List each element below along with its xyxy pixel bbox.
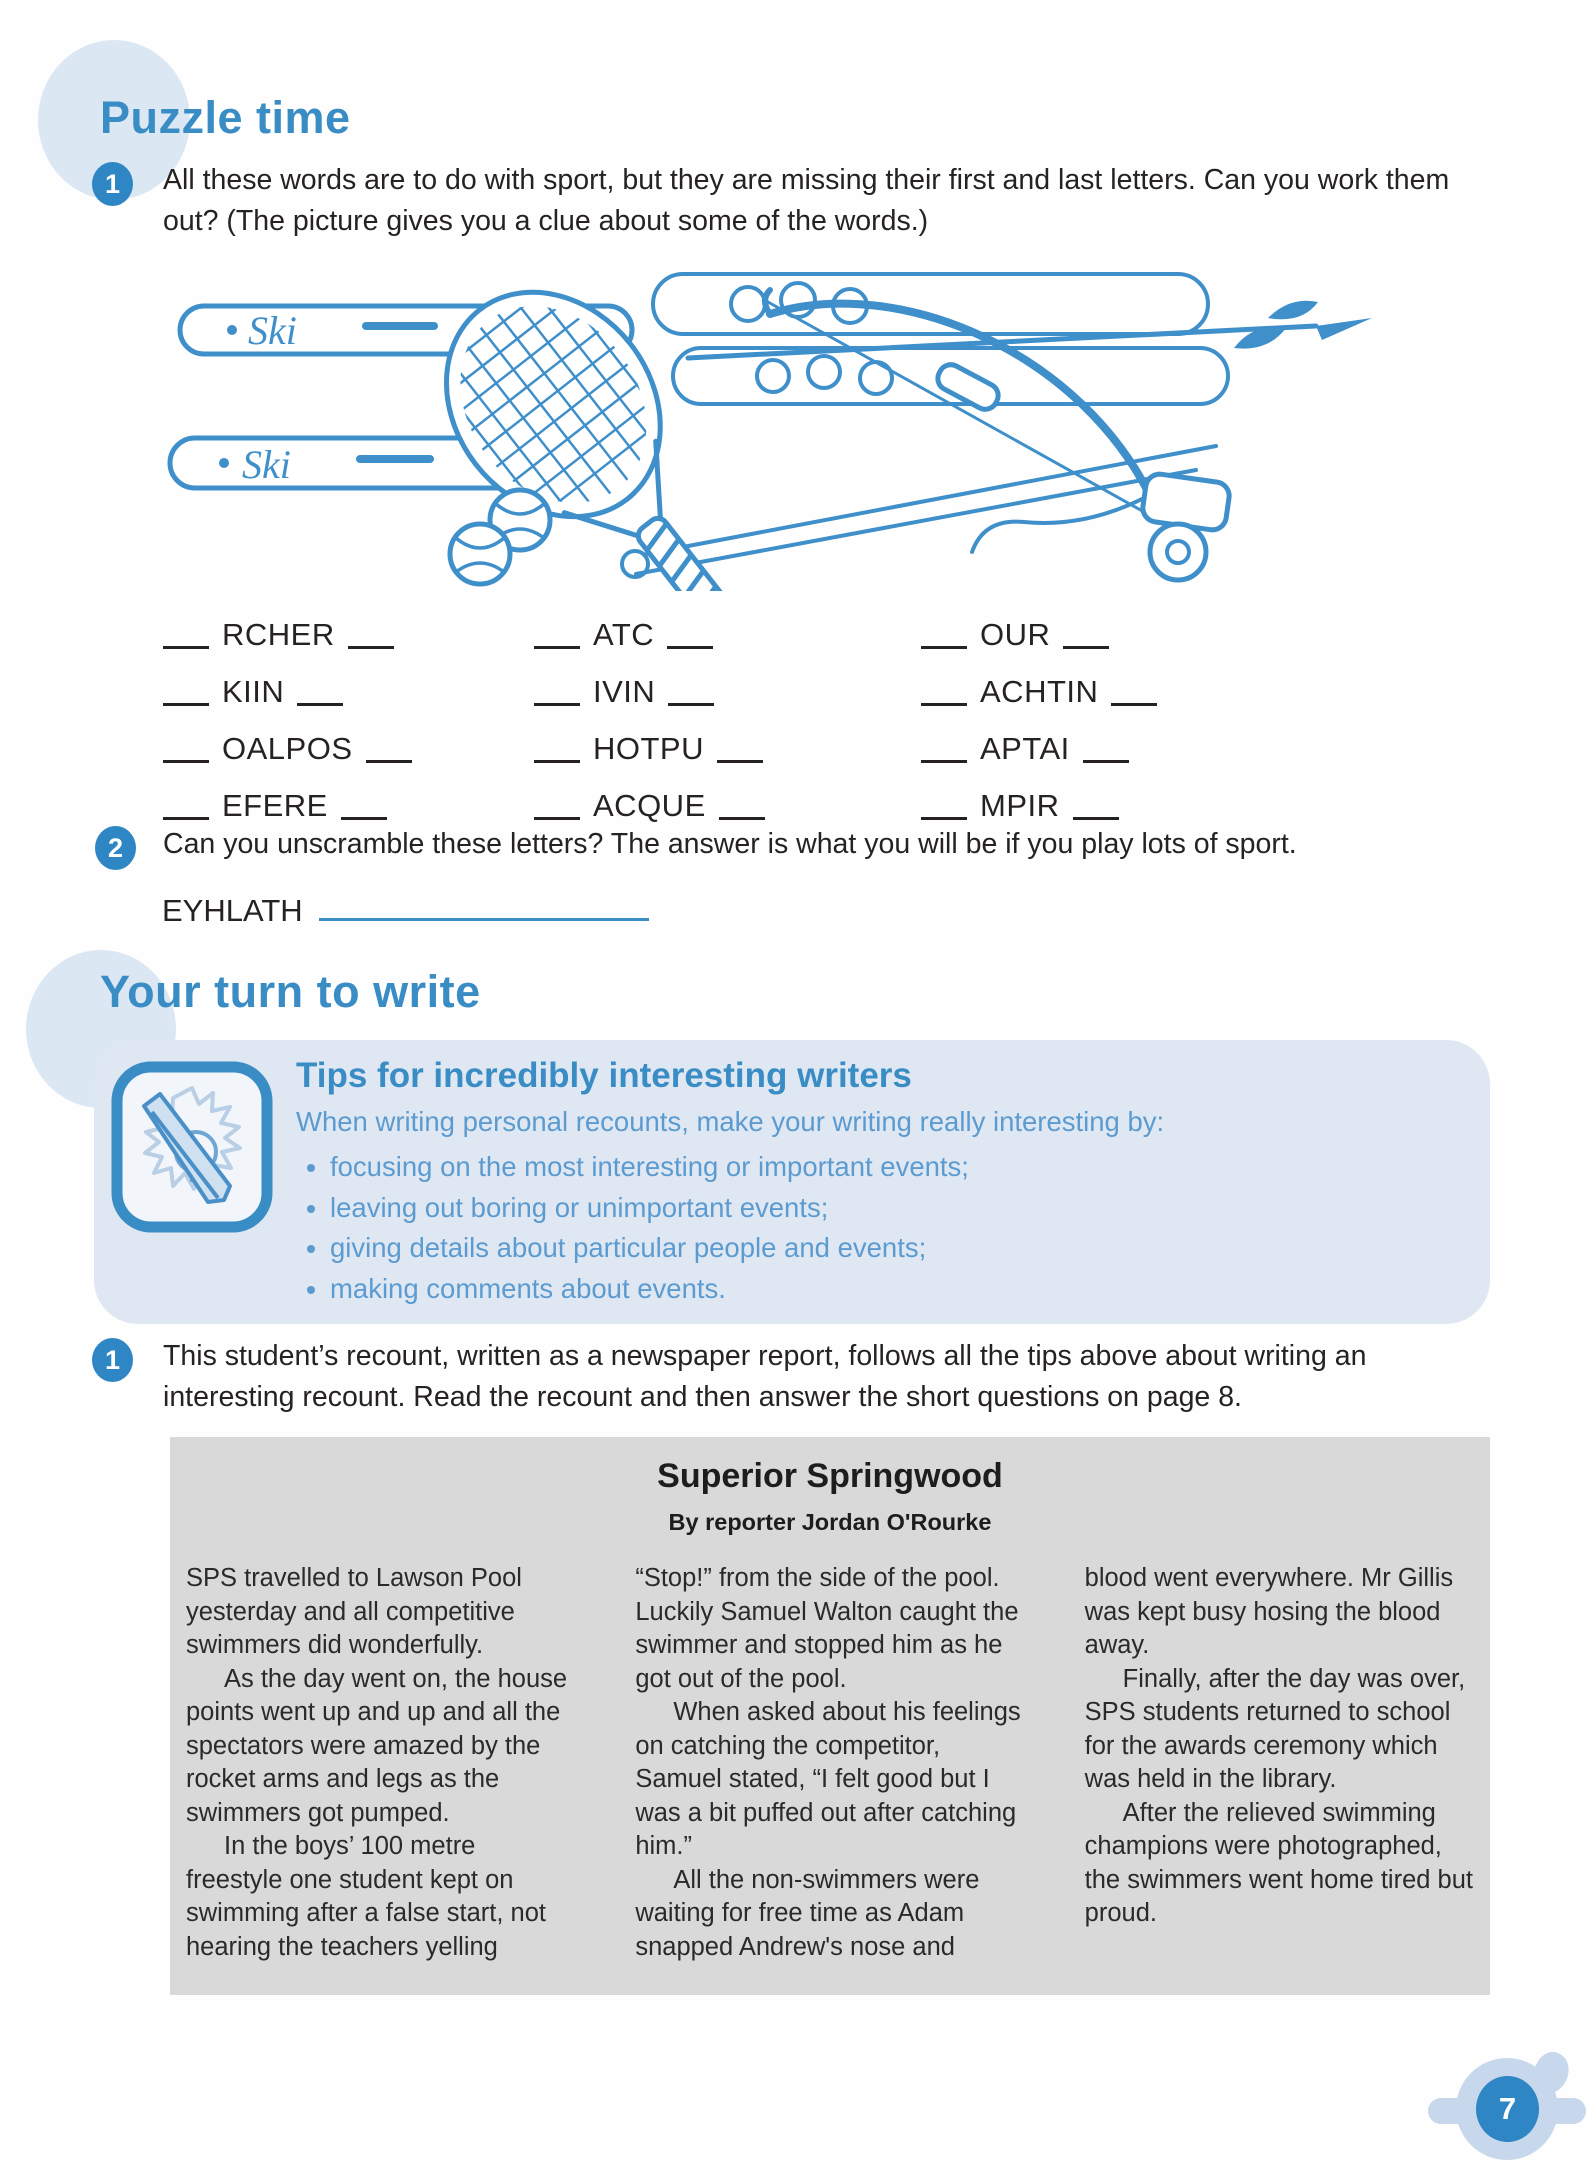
answer-blank: [163, 697, 209, 706]
tips-bullet: • focusing on the most interesting or important events;: [330, 1147, 1456, 1188]
write-question-1-text: This student’s recount, written as a newspaper report, follows all the tips above about writing an interesting recount. Read the recount and then answer the short questions on page 8.: [163, 1340, 1367, 1413]
pen-and-lightbulb-icon: [110, 1060, 274, 1234]
ski-brand-label: Ski: [248, 308, 297, 353]
answer-blank: [341, 811, 387, 820]
your-turn-heading: Your turn to write: [100, 966, 481, 1017]
article-paragraph: As the day went on, the house points went up and up and all the spectators were amazed by the rocket arms and legs as the swimmers got pumped.: [186, 1664, 568, 1827]
puzzle-word: [921, 788, 1301, 824]
scrambled-letters: EYHLATH: [162, 893, 303, 928]
tips-bullet: • leaving out boring or unimportant events;: [330, 1188, 1456, 1229]
puzzle-word-label: HOTPU: [593, 730, 704, 766]
answer-blank: [921, 811, 967, 820]
question-number-badge: 1: [92, 1338, 133, 1382]
tips-bullet: • giving details about particular people and events;: [330, 1228, 1456, 1269]
puzzle-word: [534, 731, 921, 767]
ski-brand-label: Ski: [242, 442, 291, 487]
article-paragraph: In the boys’ 100 metre freestyle one student kept on swimming after a false start, not hearing the teachers yelling: [186, 1832, 546, 1961]
answer-blank: [163, 754, 209, 763]
article-paragraph: All the non-swimmers were waiting for free time as Adam snapped Andrew's nose and: [635, 1865, 980, 1961]
tips-panel: [94, 1040, 1490, 1324]
article-paragraph: SPS travelled to Lawson Pool yesterday and all competitive swimmers did wonderfully.: [186, 1564, 522, 1659]
tips-list: [330, 1147, 1456, 1309]
newspaper-article-panel: [170, 1437, 1490, 1995]
article-paragraph: After the relieved swimming champions were photographed, the swimmers went home tired but proud.: [1084, 1798, 1473, 1927]
puzzle-word: [163, 731, 534, 767]
article-paragraph: blood went everywhere. Mr Gillis was kept busy hosing the blood away.: [1084, 1564, 1454, 1659]
puzzle-word: [921, 731, 1301, 767]
puzzle-word: [534, 788, 921, 824]
answer-write-line: [319, 884, 649, 921]
puzzle-question-2-text: Can you unscramble these letters? The answer is what you will be if you play lots of sport.: [163, 828, 1297, 860]
sports-equipment-illustration: [148, 256, 1398, 591]
tips-title: Tips for incredibly interesting writers: [296, 1056, 912, 1095]
puzzle-word: [534, 617, 921, 653]
puzzle-word-label: IVIN: [593, 673, 656, 709]
answer-blank: [534, 811, 580, 820]
answer-blank: [921, 640, 967, 649]
answer-blank: [667, 640, 713, 649]
word-puzzle-grid: [163, 606, 1301, 834]
answer-blank: [163, 640, 209, 649]
page-number-badge: [1428, 2050, 1587, 2172]
puzzle-word: [534, 674, 921, 710]
answer-blank: [921, 754, 967, 763]
puzzle-word: [163, 674, 534, 710]
question-number-badge: 1: [92, 162, 133, 206]
answer-blank: [1073, 811, 1119, 820]
article-paragraph: When asked about his feelings on catching the competitor, Samuel stated, “I felt good but I was a bit puffed out after catching him.”: [635, 1698, 1021, 1860]
puzzle-word: [163, 788, 534, 824]
answer-blank: [668, 697, 714, 706]
puzzle-word-label: KIIN: [222, 673, 285, 709]
article-byline: By reporter Jordan O'Rourke: [668, 1509, 992, 1535]
answer-blank: [534, 640, 580, 649]
article-column-2: [635, 1562, 1024, 1964]
puzzle-word-label: MPIR: [980, 787, 1060, 823]
article-title: Superior Springwood: [657, 1457, 1003, 1495]
answer-blank: [1063, 640, 1109, 649]
answer-blank: [366, 754, 412, 763]
answer-blank: [1083, 754, 1129, 763]
article-paragraph: “Stop!” from the side of the pool. Luckily Samuel Walton caught the swimmer and stopped him as he got out of the pool.: [635, 1564, 1019, 1693]
answer-blank: [534, 697, 580, 706]
puzzle-word-label: APTAI: [980, 730, 1070, 766]
answer-blank: [719, 811, 765, 820]
puzzle-word: [921, 674, 1301, 710]
article-column-3: [1085, 1562, 1474, 1964]
tips-bullet: • making comments about events.: [330, 1269, 1456, 1310]
answer-blank: [348, 640, 394, 649]
article-paragraph: Finally, after the day was over, SPS students returned to school for the awards ceremony which was held in the library.: [1084, 1664, 1466, 1793]
tips-content: [296, 1056, 1456, 1309]
puzzle-question-1-text: All these words are to do with sport, but they are missing their first and last letters. Can you work them out? (The picture gives you a clue about some of the words.): [163, 164, 1450, 237]
puzzle-word-label: ACHTIN: [980, 673, 1099, 709]
tips-intro: When writing personal recounts, make your writing really interesting by:: [296, 1106, 1165, 1137]
unscramble-answer-row: [162, 884, 649, 929]
puzzle-word: [921, 617, 1301, 653]
puzzle-word-label: OALPOS: [222, 730, 353, 766]
article-column-1: [186, 1562, 575, 1964]
puzzle-word-label: ATC: [593, 616, 655, 652]
question-number-badge: 2: [95, 826, 136, 870]
puzzle-time-heading: Puzzle time: [100, 92, 351, 143]
puzzle-word-label: ACQUE: [593, 787, 706, 823]
answer-blank: [297, 697, 343, 706]
article-columns: [170, 1536, 1490, 1964]
answer-blank: [534, 754, 580, 763]
answer-blank: [1111, 697, 1157, 706]
puzzle-word-label: EFERE: [222, 787, 328, 823]
answer-blank: [921, 697, 967, 706]
puzzle-word-label: RCHER: [222, 616, 335, 652]
puzzle-word-label: OUR: [980, 616, 1051, 652]
tennis-balls: [450, 490, 550, 584]
answer-blank: [163, 811, 209, 820]
answer-blank: [717, 754, 763, 763]
puzzle-word: [163, 617, 534, 653]
page-number: 7: [1476, 2076, 1539, 2142]
